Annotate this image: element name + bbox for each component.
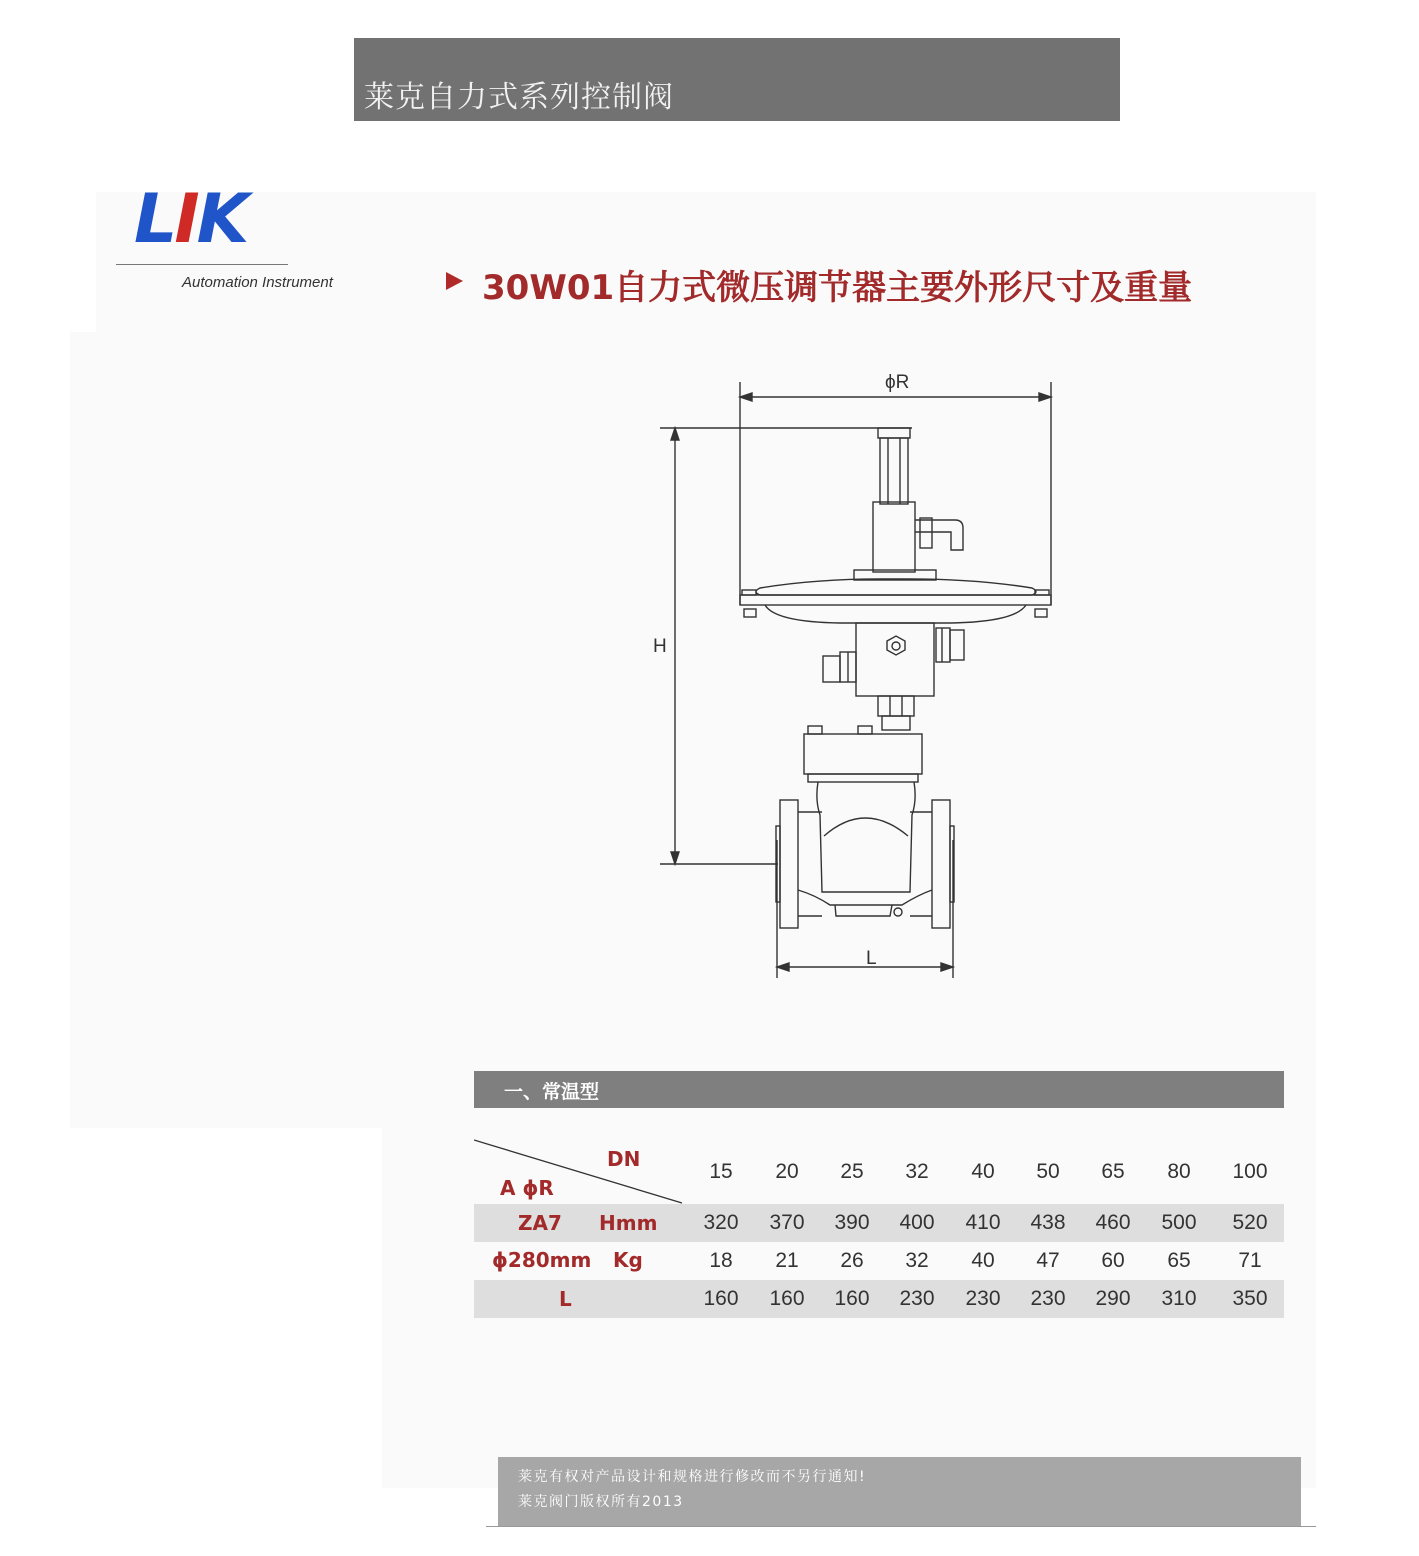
table-cell: 60 [1101, 1249, 1125, 1272]
table-cell: 350 [1232, 1287, 1268, 1310]
dn-cell: 50 [1036, 1160, 1060, 1183]
logo-mark [134, 180, 247, 259]
table-cell: 26 [840, 1249, 864, 1272]
copyright-footer [498, 1457, 1301, 1526]
table-cell: 460 [1095, 1211, 1131, 1234]
table-cell: 160 [703, 1287, 739, 1310]
dn-cell: 100 [1232, 1160, 1268, 1183]
table-cell: 370 [769, 1211, 805, 1234]
dn-header: DN [607, 1147, 641, 1171]
table-cell: 310 [1161, 1287, 1197, 1310]
dn-cell: 80 [1167, 1160, 1191, 1183]
footer-rule [486, 1526, 1316, 1527]
corner-header: A ϕR [500, 1176, 554, 1200]
table-cell: 65 [1167, 1249, 1191, 1272]
table-cell: 230 [899, 1287, 935, 1310]
series-banner [354, 38, 1120, 121]
row-label-b: Hmm [599, 1211, 658, 1235]
triangle-bullet-icon [446, 272, 463, 290]
table-cell: 160 [769, 1287, 805, 1310]
table-cell: 21 [775, 1249, 799, 1272]
table-row [474, 1204, 1284, 1242]
dim-l-label: L [866, 948, 877, 969]
table-row [474, 1280, 1284, 1318]
logo-rule [116, 264, 288, 265]
section-title: 一、常温型 [504, 1081, 600, 1103]
valve-drawing [640, 360, 1080, 1000]
section-bar [474, 1071, 1284, 1108]
dim-h-label: H [653, 636, 667, 657]
footer-copyright: 莱克阀门版权所有2013 [518, 1494, 684, 1510]
table-cell: 230 [1030, 1287, 1066, 1310]
table-row [474, 1242, 1284, 1280]
logo-letter-i: I [174, 180, 197, 259]
dn-cell: 15 [709, 1160, 733, 1183]
table-cell: 160 [834, 1287, 870, 1310]
dn-cell: 20 [775, 1160, 799, 1183]
table-cell: 290 [1095, 1287, 1131, 1310]
table-cell: 230 [965, 1287, 1001, 1310]
table-cell: 18 [709, 1249, 733, 1272]
series-title: 莱克自力式系列控制阀 [364, 80, 674, 115]
table-cell: 520 [1232, 1211, 1268, 1234]
table-cell: 390 [834, 1211, 870, 1234]
table-cell: 400 [899, 1211, 935, 1234]
dn-cell: 65 [1101, 1160, 1125, 1183]
logo-letter-l: L [134, 180, 175, 259]
dim-r-label: ϕR [885, 372, 910, 393]
logo-letter-k: K [196, 180, 247, 259]
logo-subtitle: Automation Instrument [182, 274, 333, 291]
heading-text: 30W01自力式微压调节器主要外形尺寸及重量 [482, 268, 1193, 308]
table-header-row [474, 1138, 1284, 1204]
row-label-a: ZA7 [518, 1211, 562, 1235]
table-cell: 40 [971, 1249, 995, 1272]
dn-cell: 32 [905, 1160, 929, 1183]
table-cell: 500 [1161, 1211, 1197, 1234]
row-label-a: L [559, 1287, 572, 1311]
company-logo [116, 180, 356, 302]
table-cell: 438 [1030, 1211, 1066, 1234]
row-label-b: Kg [613, 1248, 643, 1272]
table-cell: 47 [1036, 1249, 1060, 1272]
footer-notice: 莱克有权对产品设计和规格进行修改而不另行通知! [518, 1469, 867, 1485]
spec-table [474, 1138, 1284, 1318]
dn-cell: 25 [840, 1160, 864, 1183]
table-cell: 410 [965, 1211, 1001, 1234]
table-cell: 71 [1238, 1249, 1262, 1272]
table-cell: 320 [703, 1211, 739, 1234]
table-cell: 32 [905, 1249, 929, 1272]
dn-cell: 40 [971, 1160, 995, 1183]
row-label-a: ϕ280mm [492, 1248, 592, 1272]
